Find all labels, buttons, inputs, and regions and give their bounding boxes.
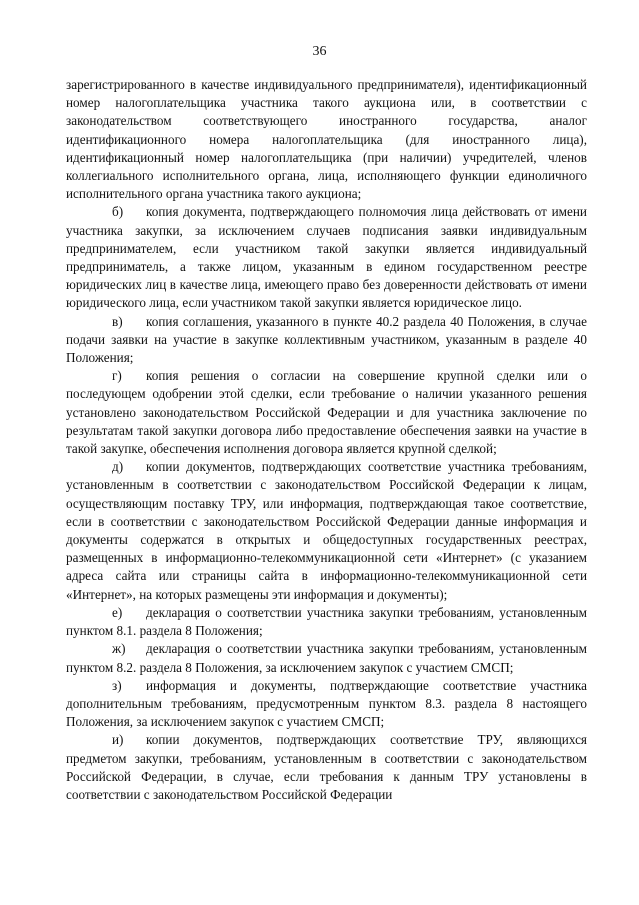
list-item-i bbox=[66, 731, 587, 804]
item-label: д) bbox=[112, 459, 124, 475]
item-label: ж) bbox=[112, 641, 126, 657]
intro-paragraph: зарегистрированного в качестве индивидуального предпринимателя), идентификационный номер налогоплательщика участника такого аукциона или, в соответствии с законодательством соответствующего иностранного государства, аналог идентификационного номера налогоплательщика (для иностранного лица), идентификационный номер налогоплательщика (при наличии) учредителей, членов коллегиального исполнительного органа, лица, исполняющего функции единоличного исполнительного органа участника такого аукциона; bbox=[66, 77, 587, 202]
list-item-b bbox=[66, 203, 587, 312]
list-item-d bbox=[66, 458, 587, 604]
item-text: копии документов, подтверждающих соответствие участника требованиям, установленным в соответствии с законодательством Российской Федерации к лицам, осуществляющим поставку ТРУ, или информация, подтверждающая такое соответствие, если в соответствии с законодательством Российской Федерации данные информация и документы содержатся в открытых и общедоступных государственных реестрах, размещенных в информационно-телекоммуникационной сети «Интернет» (с указанием адреса сайта или страницы сайта в информационно-телекоммуникационной сети «Интернет», на которых размещены эти информация и документы); bbox=[66, 459, 587, 602]
list-item-z bbox=[66, 677, 587, 732]
item-text: копии документов, подтверждающих соответствие ТРУ, являющихся предметом закупки, требованиям, установленным в соответствии с законодательством Российской Федерации, в случае, если требования к данным ТРУ установлены в соответствии с законодательством Российской Федерации bbox=[66, 732, 587, 802]
item-label: б) bbox=[112, 204, 124, 220]
page-number: 36 bbox=[312, 44, 327, 59]
item-text: копия соглашения, указанного в пункте 40.2 раздела 40 Положения, в случае подачи заявки на участие в закупке коллективным участником, указанным в разделе 40 Положения; bbox=[66, 313, 587, 366]
item-label: е) bbox=[112, 604, 123, 620]
list-item-g bbox=[66, 367, 587, 458]
list-item-zh bbox=[66, 640, 587, 676]
list-item-v bbox=[66, 313, 587, 368]
item-text: копия решения о согласии на совершение крупной сделки или о последующем одобрении этой сделки, если требование о наличии указанного решения установлено законодательством Российской Федерации и для участника заключение по результатам такой закупки договора либо предоставление обеспечения заявки на участие в такой закупке, обеспечения исполнения договора является крупной сделкой; bbox=[66, 368, 587, 457]
document-body bbox=[66, 76, 587, 804]
item-text: декларация о соответствии участника закупки требованиям, установленным пунктом 8.2. раздела 8 Положения, за исключением закупок с участием СМСП; bbox=[66, 641, 587, 675]
item-text: декларация о соответствии участника закупки требованиям, установленным пунктом 8.1. раздела 8 Положения; bbox=[66, 604, 587, 639]
item-label: г) bbox=[112, 368, 122, 384]
list-item-e bbox=[66, 604, 587, 640]
item-label: и) bbox=[112, 732, 124, 748]
item-text: информация и документы, подтверждающие соответствие участника дополнительным требованиям, предусмотренным пунктом 8.3. раздела 8 настоящего Положения, за исключением закупок с участием СМСП; bbox=[66, 677, 587, 730]
item-label: в) bbox=[112, 313, 123, 329]
item-label: з) bbox=[112, 677, 122, 693]
item-text: копия документа, подтверждающего полномочия лица действовать от имени участника закупки, за исключением случаев подписания заявки индивидуальным предпринимателем, если участником такой закупки является индивидуальный предприниматель, а также лицом, указанным в едином государственном реестре юридических лиц в качестве лица, имеющего право без доверенности действовать от имени юридического лица, если участником такой закупки является юридическое лицо. bbox=[66, 204, 587, 311]
